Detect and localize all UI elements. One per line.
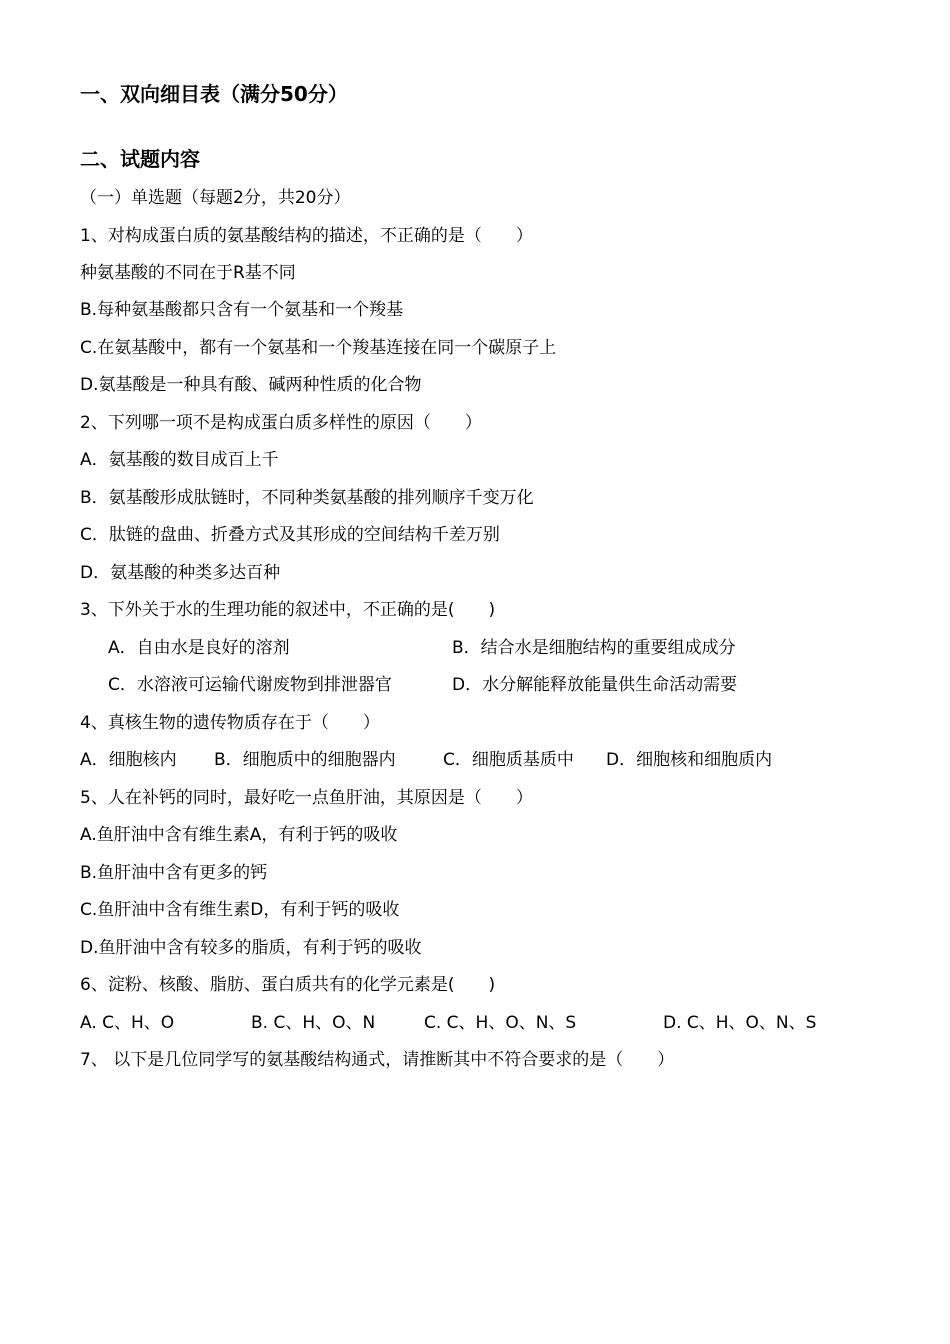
question-7-stem: 7、 以下是几位同学写的氨基酸结构通式，请推断其中不符合要求的是（ ） [80, 1050, 675, 1070]
question-3-option-c: C．水溶液可运输代谢废物到排泄器官 [108, 675, 392, 695]
question-6-option-a: A. C、H、O [80, 1013, 175, 1033]
question-1-option-b: B.每种氨基酸都只含有一个氨基和一个羧基 [80, 300, 404, 320]
question-1-option-d: D.氨基酸是一种具有酸、碱两种性质的化合物 [80, 375, 422, 395]
question-2-option-c: C．肽链的盘曲、折叠方式及其形成的空间结构千差万别 [80, 525, 500, 545]
question-5-option-b: B.鱼肝油中含有更多的钙 [80, 863, 268, 883]
question-5-option-a: A.鱼肝油中含有维生素A，有利于钙的吸收 [80, 825, 398, 845]
question-2-option-d: D．氨基酸的种类多达百种 [80, 563, 281, 583]
question-3-option-a: A．自由水是良好的溶剂 [108, 638, 290, 658]
question-5-stem: 5、人在补钙的同时，最好吃一点鱼肝油，其原因是（ ） [80, 788, 533, 808]
question-5-option-c: C.鱼肝油中含有维生素D，有利于钙的吸收 [80, 900, 400, 920]
question-4-option-a: A．细胞核内 [80, 750, 177, 770]
question-3-option-b: B．结合水是细胞结构的重要组成成分 [452, 638, 736, 658]
question-3-option-d: D．水分解能释放能量供生命活动需要 [452, 675, 738, 695]
question-6-option-b: B. C、H、O、N [251, 1013, 376, 1033]
question-1-option-a: 种氨基酸的不同在于R基不同 [80, 263, 296, 283]
question-2-option-a: A．氨基酸的数目成百上千 [80, 450, 279, 470]
section-title-single-choice: （一）单选题（每题2分，共20分） [80, 188, 351, 208]
question-5-option-d: D.鱼肝油中含有较多的脂质，有利于钙的吸收 [80, 938, 422, 958]
heading-test-content: 二、试题内容 [80, 147, 200, 171]
question-4-stem: 4、真核生物的遗传物质存在于（ ） [80, 713, 380, 733]
question-4-option-c: C．细胞质基质中 [443, 750, 574, 770]
heading-two-way-table: 一、双向细目表（满分50分） [80, 82, 348, 106]
question-6-option-c: C. C、H、O、N、S [424, 1013, 577, 1033]
question-4-option-d: D．细胞核和细胞质内 [606, 750, 773, 770]
question-4-option-b: B．细胞质中的细胞器内 [214, 750, 396, 770]
question-3-stem: 3、下外关于水的生理功能的叙述中，不正确的是( ) [80, 600, 496, 620]
question-2-option-b: B．氨基酸形成肽链时，不同种类氨基酸的排列顺序千变万化 [80, 488, 534, 508]
question-6-option-d: D. C、H、O、N、S [663, 1013, 817, 1033]
question-2-stem: 2、下列哪一项不是构成蛋白质多样性的原因（ ） [80, 413, 482, 433]
question-1-stem: 1、对构成蛋白质的氨基酸结构的描述，不正确的是（ ） [80, 226, 533, 246]
question-1-option-c: C.在氨基酸中，都有一个氨基和一个羧基连接在同一个碳原子上 [80, 338, 557, 358]
question-6-stem: 6、淀粉、核酸、脂肪、蛋白质共有的化学元素是( ) [80, 975, 496, 995]
